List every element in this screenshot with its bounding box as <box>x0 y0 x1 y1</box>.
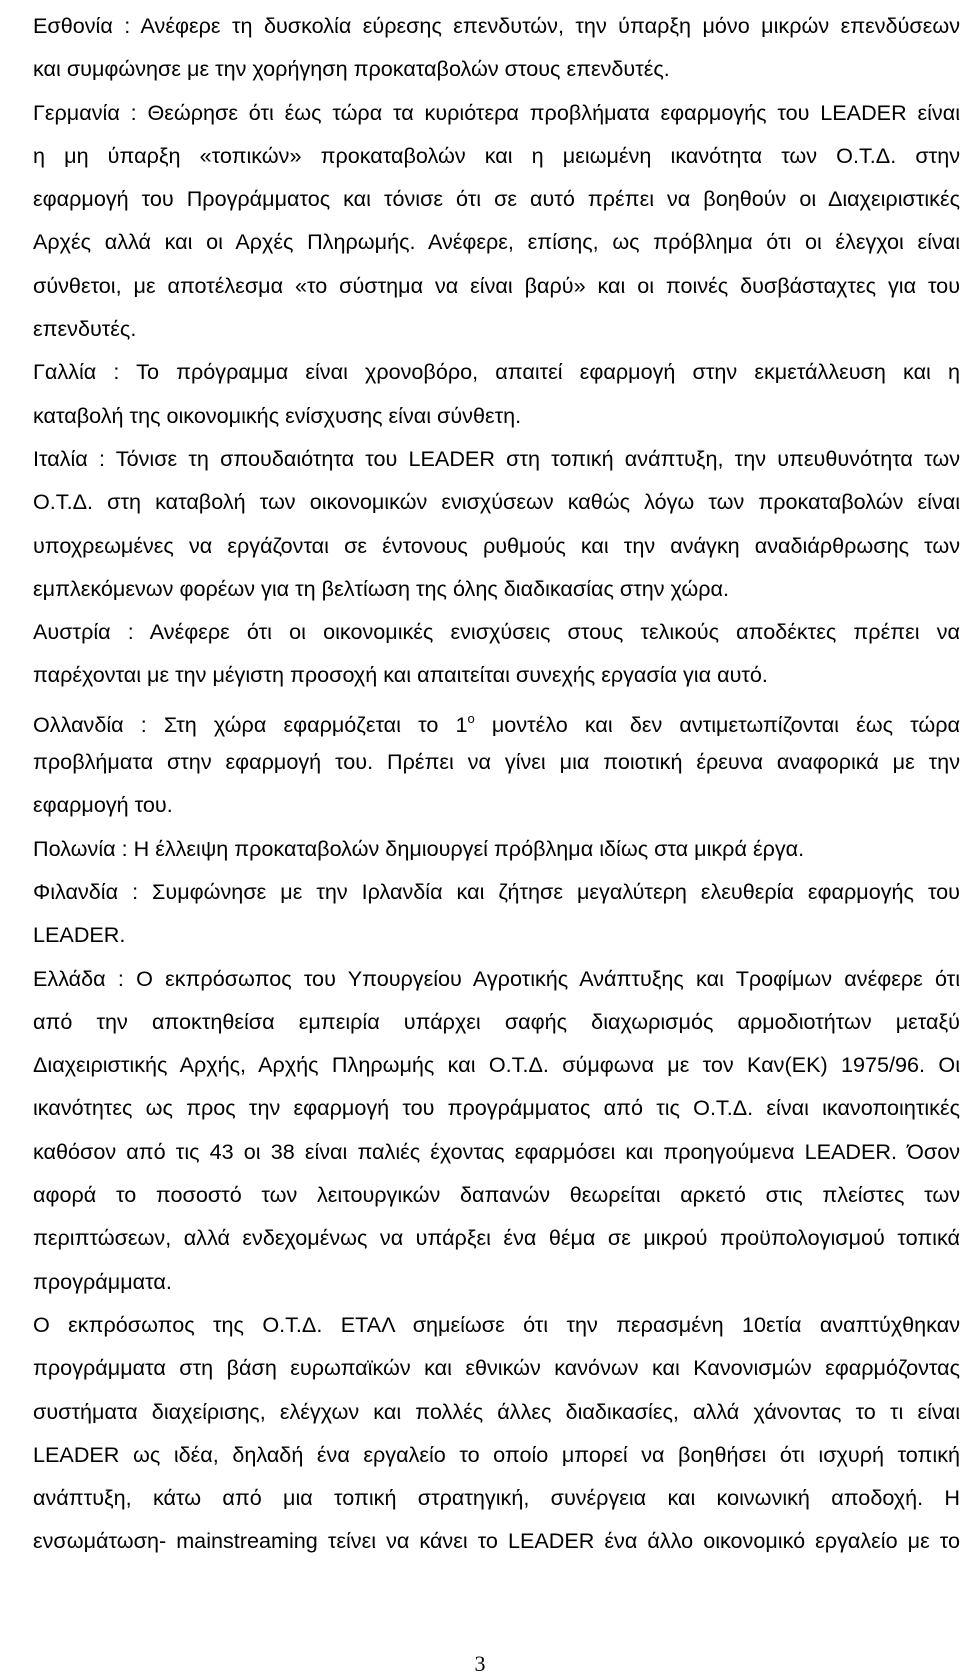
text-line <box>33 220 960 263</box>
text-line <box>33 567 960 610</box>
text-line <box>33 913 960 956</box>
text-line-content: Φιλανδία : Συμφώνησε με την Ιρλανδία και ζήτησε μεγαλύτερη ελευθερία εφαρμογής του <box>33 878 960 904</box>
text-line <box>33 1130 960 1173</box>
text-line <box>33 957 960 1000</box>
text-line-content: ανάπτυξη, κάτω από μια τοπική στρατηγική, συνέργεια και κοινωνική αποδοχή. Η <box>33 1485 960 1511</box>
text-line <box>33 91 960 134</box>
text-line-content: Ο εκπρόσωπος της Ο.Τ.Δ. ΕΤΑΛ σημείωσε ότι την περασμένη 10ετία αναπτύχθηκαν <box>33 1311 960 1337</box>
text-line <box>33 134 960 177</box>
text-line <box>33 610 960 653</box>
text-line-content: συστήματα διαχείρισης, ελέγχων και πολλές άλλες διαδικασίες, αλλά χάνοντας το τι είναι <box>33 1398 960 1424</box>
superscript-text: ο <box>467 710 475 726</box>
text-line <box>33 870 960 913</box>
text-line <box>33 1043 960 1086</box>
text-line-content: καθόσον από τις 43 οι 38 είναι παλιές έχοντας εφαρμόσει και προηγούμενα LEADER. Όσον <box>33 1138 960 1164</box>
text-line <box>33 1086 960 1129</box>
text-line <box>33 827 960 870</box>
text-line <box>33 1390 960 1433</box>
text-line-content: Πολωνία : Η έλλειψη προκαταβολών δημιουργεί πρόβλημα ιδίως στα μικρά έργα. <box>33 835 805 861</box>
text-line-content: LEADER ως ιδέα, δηλαδή ένα εργαλείο το οποίο μπορεί να βοηθήσει ότι ισχυρή τοπική <box>33 1441 960 1467</box>
text-line <box>33 350 960 393</box>
text-line-content: Γερμανία : Θεώρησε ότι έως τώρα τα κυριότερα προβλήματα εφαρμογής του LEADER είναι <box>33 99 960 125</box>
text-line <box>33 1260 960 1303</box>
text-line <box>33 264 960 307</box>
text-line-content: Διαχειριστικής Αρχής, Αρχής Πληρωμής και Ο.Τ.Δ. σύμφωνα με τον Καν(ΕΚ) 1975/96. Οι <box>33 1052 960 1078</box>
text-line-content: Ο.Τ.Δ. στη καταβολή των οικονομικών ενισχύσεων καθώς λόγω των προκαταβολών είναι <box>33 489 960 515</box>
text-line <box>33 1346 960 1389</box>
text-line-content: εφαρμογή του Προγράμματος και τόνισε ότι σε αυτό πρέπει να βοηθούν οι Διαχειριστικές <box>33 186 960 212</box>
text-line-content: παρέχονται με την μέγιστη προσοχή και απαιτείται συνεχής εργασία για αυτό. <box>33 662 768 688</box>
text-line-content: Αυστρία : Ανέφερε ότι οι οικονομικές ενισχύσεις στους τελικούς αποδέκτες πρέπει να <box>33 619 960 645</box>
text-line <box>33 4 960 47</box>
text-line <box>33 480 960 523</box>
text-line <box>33 307 960 350</box>
text-line-content: εφαρμογή του. <box>33 792 173 818</box>
text-line-content: σύνθετοι, με αποτέλεσμα «το σύστημα να είναι βαρύ» και οι ποινές δυσβάσταχτες για του <box>33 272 960 298</box>
text-line-content: προγράμματα. <box>33 1268 172 1294</box>
text-line <box>33 697 960 740</box>
text-line <box>33 394 960 437</box>
text-line <box>33 783 960 826</box>
text-line-content: Ελλάδα : Ο εκπρόσωπος του Υπουργείου Αγροτικής Ανάπτυξης και Τροφίμων ανέφερε ότι <box>33 965 960 991</box>
text-line-content: Ολλανδία : Στη χώρα εφαρμόζεται το 1 <box>33 711 468 737</box>
text-line-content: Εσθονία : Ανέφερε τη δυσκολία εύρεσης επενδυτών, την ύπαρξη μόνο μικρών επενδύσεων <box>33 13 960 38</box>
document-body <box>33 4 960 1563</box>
text-line <box>33 1000 960 1043</box>
text-line-content: και συμφώνησε με την χορήγηση προκαταβολών στους επενδυτές. <box>33 56 670 82</box>
text-line <box>33 524 960 567</box>
text-line <box>33 437 960 480</box>
text-line-content: Αρχές αλλά και οι Αρχές Πληρωμής. Ανέφερε, επίσης, ως πρόβλημα ότι οι έλεγχοι είναι <box>33 229 960 255</box>
text-line-content: αφορά το ποσοστό των λειτουργικών δαπανών θεωρείται αρκετό στις πλείστες των <box>33 1182 960 1208</box>
text-line <box>33 1476 960 1519</box>
text-line-content: υποχρεωμένες να εργάζονται σε έντονους ρυθμούς και την ανάγκη αναδιάρθρωσης των <box>33 532 960 558</box>
text-line-content: εμπλεκόμενων φορέων για τη βελτίωση της όλης διαδικασίας στην χώρα. <box>33 575 729 601</box>
text-line <box>33 1173 960 1216</box>
text-line <box>33 1519 960 1562</box>
text-line-content: περιπτώσεων, αλλά ενδεχομένως να υπάρξει ένα θέμα σε μικρού προϋπολογισμού τοπικά <box>33 1225 960 1251</box>
page-number: 3 <box>474 1651 486 1676</box>
text-line-continuation: μοντέλο και δεν αντιμετωπίζονται έως τώρα <box>474 711 960 737</box>
text-line-content: Γαλλία : Το πρόγραμμα είναι χρονοβόρο, απαιτεί εφαρμογή στην εκμετάλλευση και η <box>33 359 960 385</box>
text-line-content: ενσωμάτωση- mainstreaming τείνει να κάνει το LEADER ένα άλλο οικονομικό εργαλείο με το <box>33 1528 960 1554</box>
text-line-content: ικανότητες ως προς την εφαρμογή του προγράμματος από τις Ο.Τ.Δ. είναι ικανοποιητικές <box>33 1095 960 1121</box>
text-line-content: η μη ύπαρξη «τοπικών» προκαταβολών και η μειωμένη ικανότητα των Ο.Τ.Δ. στην <box>33 142 960 168</box>
text-line-content: LEADER. <box>33 922 126 948</box>
text-line-content: καταβολή της οικονομικής ενίσχυσης είναι σύνθετη. <box>33 402 522 428</box>
text-line-content: από την αποκτηθείσα εμπειρία υπάρχει σαφής διαχωρισμός αρμοδιοτήτων μεταξύ <box>33 1008 960 1034</box>
text-line <box>33 1216 960 1259</box>
text-line <box>33 740 960 783</box>
text-line-content: προγράμματα στη βάση ευρωπαϊκών και εθνικών κανόνων και Κανονισμών εφαρμόζοντας <box>33 1355 960 1381</box>
text-line <box>33 1303 960 1346</box>
text-line <box>33 47 960 90</box>
text-line <box>33 653 960 696</box>
text-line-content: προβλήματα στην εφαρμογή του. Πρέπει να γίνει μια ποιοτική έρευνα αναφορικά με την <box>33 749 960 775</box>
text-line-content: Ιταλία : Τόνισε τη σπουδαιότητα του LEADER στη τοπική ανάπτυξη, την υπευθυνότητα των <box>33 445 960 471</box>
text-line <box>33 1433 960 1476</box>
text-line <box>33 177 960 220</box>
text-line-content: επενδυτές. <box>33 316 137 342</box>
